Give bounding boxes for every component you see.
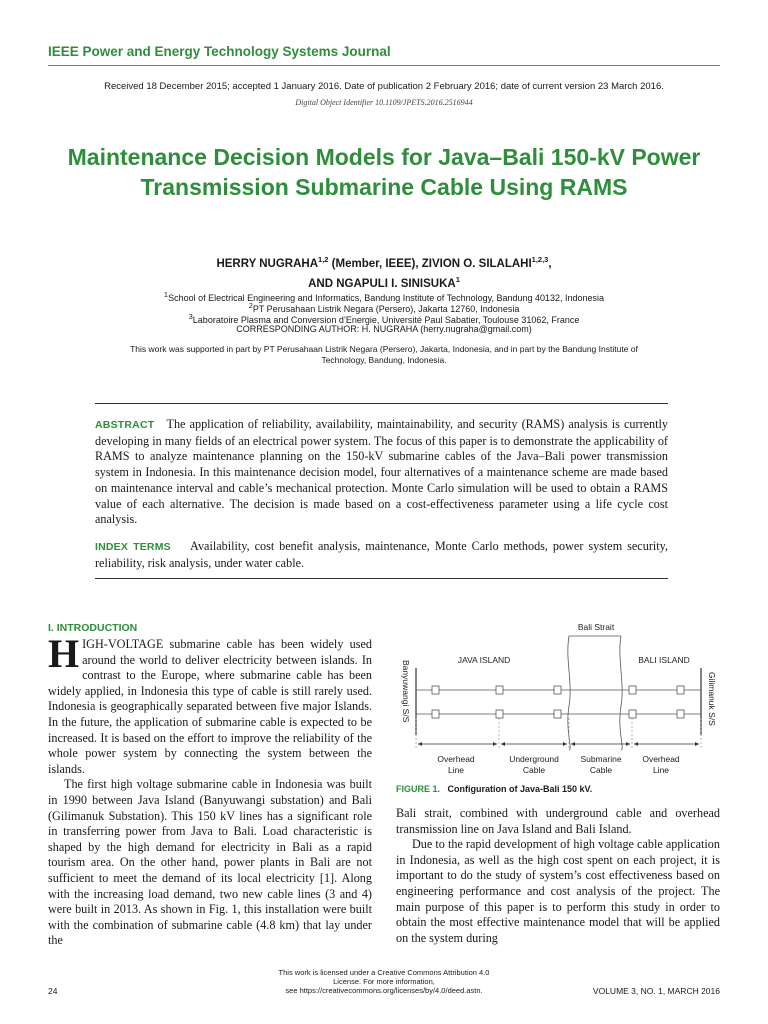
segment-dividers [416, 718, 701, 748]
abstract-bottom-rule [95, 578, 668, 579]
affiliation-3: $^3$Laboratoire Plasma and Conversion d’Energie, Université Paul Sabatier, Toulouse 31062, France [188, 312, 580, 325]
figure-1-diagram [396, 620, 720, 780]
segment-1-label-b: Line [447, 765, 465, 775]
index-terms-text: Availability, cost benefit analysis, maintenance, Monte Carlo methods, power system security, reliability, risk analysis, under water cable. [95, 539, 668, 570]
intro-paragraph-3: Bali strait, combined with underground cable and overhead transmission line on Java Island and Bali Island. [396, 806, 720, 836]
segment-3-label-b: Cable [589, 765, 613, 775]
affiliation-1: $^1$School of Electrical Engineering and Informatics, Bandung Institute of Technology, Bandung 40132, Indonesia [163, 290, 605, 303]
index-terms [95, 539, 668, 571]
affiliation-2: $^2$PT Perusahaan Listrik Negara (Persero), Jakarta 12760, Indonesia [248, 301, 520, 314]
segment-2-label-a: Underground [509, 754, 559, 764]
figure-caption-text: Configuration of Java-Bali 150 kV. [447, 784, 593, 794]
segment-1-label-a: Overhead [437, 754, 475, 764]
figure-left-substation: Banyuwangi S/S [401, 660, 411, 723]
section-heading: I. INTRODUCTION [48, 622, 138, 634]
author-2-affil: 1,2,3 [531, 255, 549, 264]
figure-strait-label: Bali Strait [577, 622, 615, 632]
journal-name: IEEE Power and Energy Technology Systems Journal [48, 44, 391, 59]
abstract [95, 417, 668, 528]
intro-paragraph-1: HIGH-VOLTAGE submarine cable has been widely used around the world to deliver electricity between islands. In contrast to the Europe, where submarine cable has been widely applied, in Indonesia this type of cable is still rarely used. Indonesia is geographically separated between five major Islands. In the future, the application of submarine cable is expected to be increased. It is based on the effort to improve the reliability of the whole power system by connecting the system between the islands. [48, 631, 372, 776]
figure-bali-label: BALI ISLAND [638, 655, 690, 665]
author-3: AND NGAPULI I. SINISUKA [308, 277, 456, 290]
segment-3-label-a: Submarine [580, 754, 622, 764]
volume-info: VOLUME 3, NO. 1, MARCH 2016 [592, 986, 720, 996]
doi-line: Digital Object Identifier 10.1109/JPETS.2016.2516944 [295, 98, 473, 107]
corresponding-author: CORRESPONDING AUTHOR: H. NUGRAHA (herry.nugraha@gmail.com) [236, 324, 532, 334]
abstract-label: ABSTRACT [95, 419, 155, 431]
author-1: HERRY NUGRAHA [216, 257, 319, 270]
paper-title: Maintenance Decision Models for Java–Bali 150-kV Power Transmission Submarine Cable Using RAMS [67, 144, 701, 200]
index-terms-label: INDEX TERMS [95, 541, 171, 553]
left-column [48, 631, 372, 949]
segment-2-label-b: Cable [522, 765, 546, 775]
abstract-top-rule [95, 403, 668, 404]
figure-1-caption [396, 784, 592, 794]
page-number: 24 [48, 986, 58, 996]
joint-boxes [432, 686, 684, 718]
drop-cap: H [48, 631, 80, 676]
segment-4-label-a: Overhead [642, 754, 680, 764]
author-list [60, 252, 708, 292]
segment-4-label-b: Line [652, 765, 670, 775]
author-2: ZIVION O. SILALAHI [421, 257, 532, 270]
author-1-affil: 1,2 [318, 255, 329, 264]
intro-paragraph-2: The first high voltage submarine cable in Indonesia was built in 1990 between Java Island (Banyuwangi substation) and Bali (Gilimanuk Substation). This 150 kV lines has a significant role in transferring power from Java to Bali. Load characteristic is shaped by the high demand for electricity in Bali as a rapid tourism area. On the other hand, power plants in Bali are not sufficient to meet the demand of its local electricity [1]. Along with the increasing load demand, two new cable lines (3 and 4) were built in 2013. As shown in Fig. 1, this installation were built with the combination of submarine cable (4.8 km) that lay under the [48, 777, 372, 948]
figure-right-substation: Gilimanuk S/S [707, 672, 717, 726]
intro-paragraph-4: Due to the rapid development of high voltage cable application in Indonesia, as well as the high cost spent on each project, it is important to do the study of system’s cost effectiveness based on engineering performance and cost analysis of the project. The main purpose of this paper is to perform this study in order to obtain the most effective maintenance model that will be applied on the system during [396, 837, 720, 945]
author-1-note: (Member, IEEE), [328, 257, 422, 270]
abstract-text: The application of reliability, availability, maintainability, and security (RAMS) analysis is currently developing in many fields of an electrical power system. The focus of this paper is to demonstrate the applicability of RAMS to analyze maintenance planning on the 150-kV submarine cables of the Java–Bali power transmission system in Indonesia. In this maintenance decision model, four alternatives of a maintenance scheme are made based on maintenance interval and cable’s mechanical protection. Monte Carlo simulation will be used to obtain a RAMS value of each alternative. The decision is made based on a cost-effectiveness parameter using a life cycle cost analysis. [95, 417, 669, 527]
funding-note: This work was supported in part by PT Perusahaan Listrik Negara (Persero), Jakarta, Indonesia, and in part by the Bandung Institute of Technology, Bandung, Indonesia. [130, 344, 638, 365]
right-column [396, 806, 720, 946]
author-2-sep: , [548, 257, 552, 270]
strait-outline [568, 636, 622, 750]
author-3-affil: 1 [455, 274, 460, 284]
header-rule [48, 65, 720, 66]
received-line: Received 18 December 2015; accepted 1 January 2016. Date of publication 2 February 2016; date of current version 23 March 2016. [104, 81, 664, 92]
figure-java-label: JAVA ISLAND [457, 655, 511, 665]
license-notice: This work is licensed under a Creative Commons Attribution 4.0 License. For more information, see https://creativecommons.org/licenses/by/4.0/deed.astn. [278, 968, 490, 995]
figure-caption-label: FIGURE 1. [396, 784, 441, 794]
